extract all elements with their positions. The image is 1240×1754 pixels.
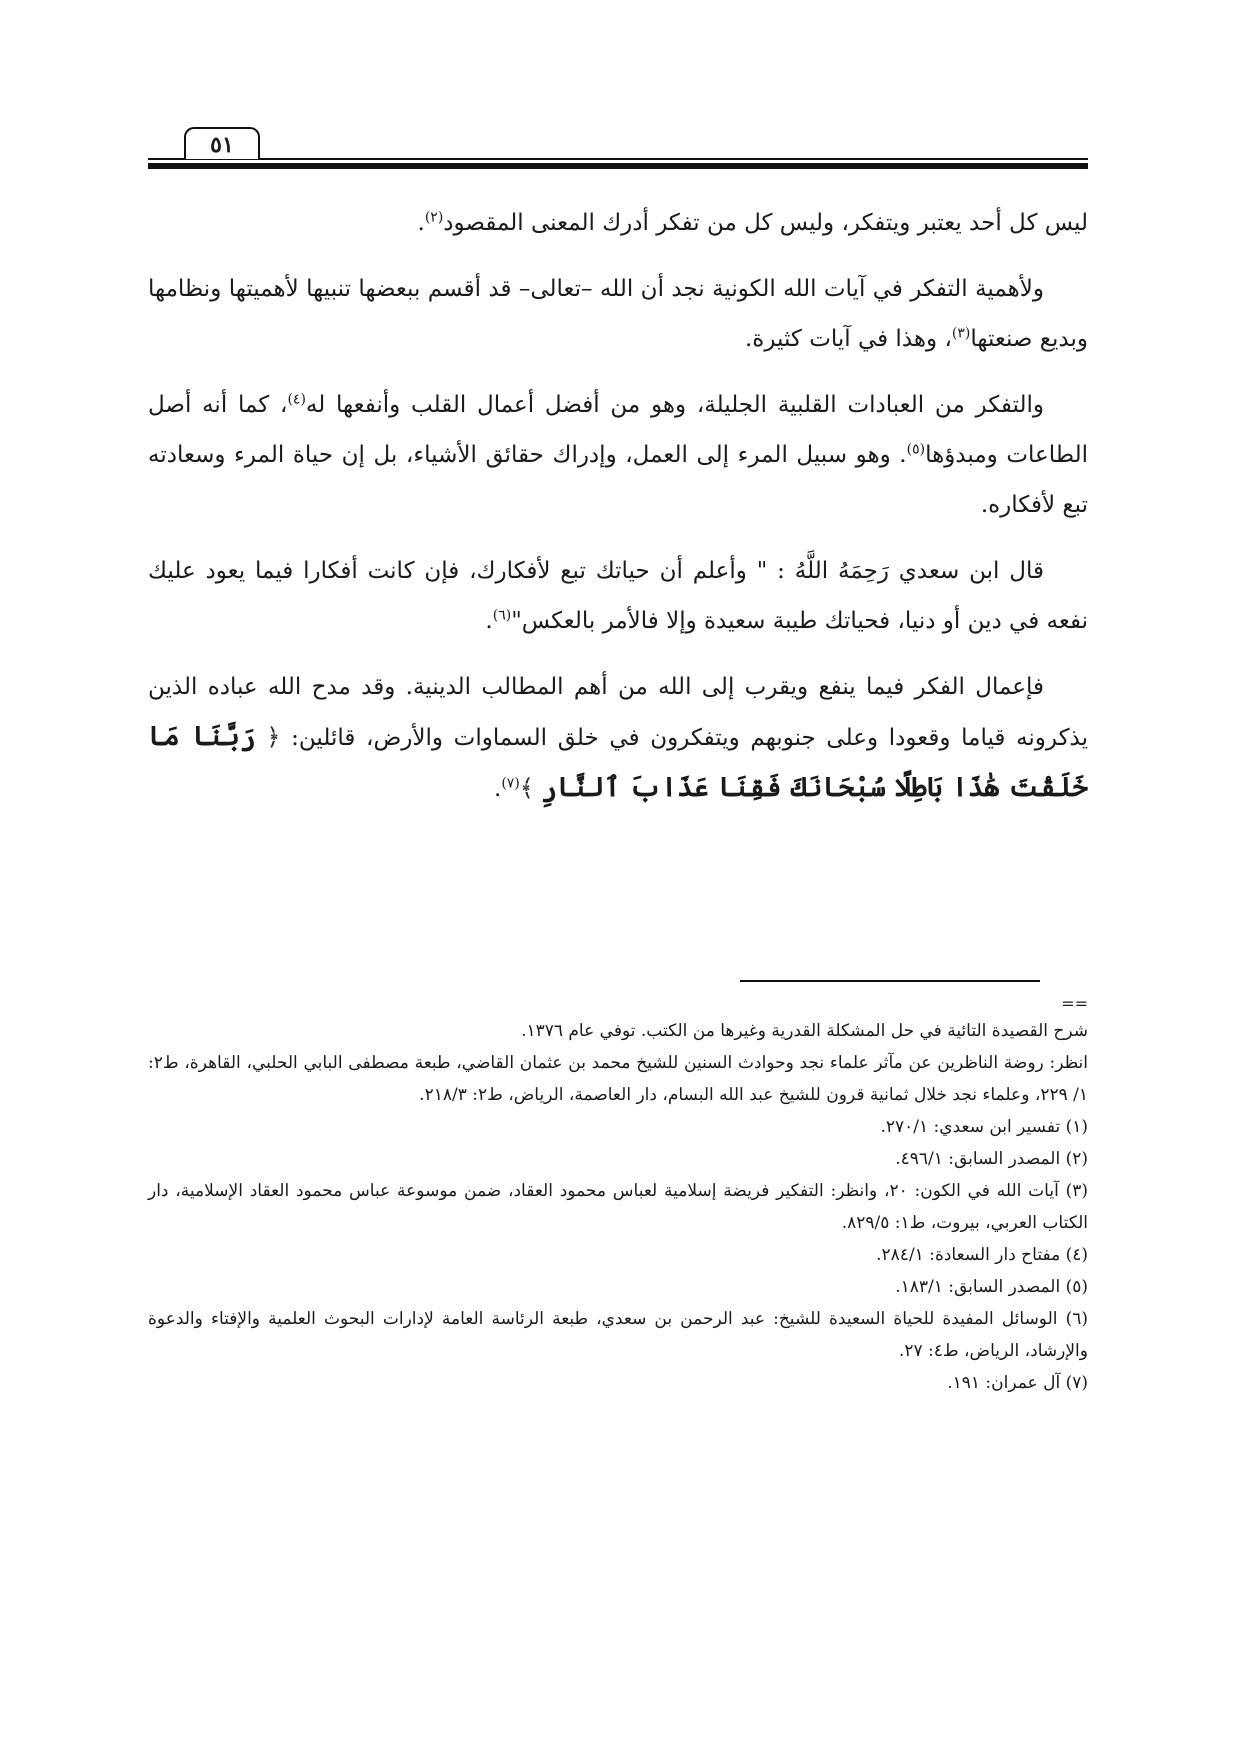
paragraph-1-end: .: [417, 210, 425, 236]
footnote-1: (١) تفسير ابن سعدي: ٢٧٠/١.: [880, 1117, 1088, 1137]
paragraph-4-text: قال ابن سعدي رَحِمَهُ اللَّهُ : " وأعلم أن حياتك تبع لأفكارك، فإن كانت أفكارا فيما يعود عليك نفعه في دين أو دنيا، فحياتك طيبة سعيدة وإلا فالأمر بالعكس": [148, 558, 1088, 634]
footnote-6: (٦) الوسائل المفيدة للحياة السعيدة للشيخ: عبد الرحمن بن سعدي، طبعة الرئاسة العامة لإدارات البحوث العلمية والإفتاء والدعوة والإرشاد، الرياض، ط٤: ٢٧.: [148, 1309, 1088, 1361]
paragraph-4-end: .: [485, 608, 493, 634]
paragraph-4: [148, 546, 1088, 646]
paragraph-5-end: .: [494, 776, 502, 802]
page-number: ٥١: [184, 127, 260, 159]
body-text: [148, 198, 1088, 830]
paragraph-2: [148, 264, 1088, 364]
footnote-ref-3: (٣): [951, 325, 971, 342]
footnote-ref-6: (٦): [492, 607, 512, 624]
quran-bracket-open-icon: ﴿: [266, 723, 281, 751]
header-rule-thick: [148, 163, 1088, 169]
footnote-ref-7: (٧): [501, 775, 520, 792]
paragraph-3-text-c: . وهو سبيل المرء إلى العمل، وإدراك حقائق الأشياء، بل إن حياة المرء وسعادته تبع لأفكاره.: [148, 442, 1088, 518]
footnote-ref-4: (٤): [287, 391, 306, 408]
footnote-ref-5: (٥): [906, 441, 926, 458]
quran-bracket-close-icon: ﴾: [519, 774, 534, 802]
footnote-continuation-1: شرح القصيدة التائية في حل المشكلة القدرية وغيرها من الكتب. توفي عام ١٣٧٦.: [521, 1021, 1088, 1041]
paragraph-1: [148, 198, 1088, 248]
footnote-5: (٥) المصدر السابق: ١٨٣/١.: [895, 1277, 1088, 1297]
footnote-ref-2: (٢): [424, 209, 444, 226]
paragraph-3-text-b: ، كما أنه أصل الطاعات ومبدؤها: [148, 392, 1088, 468]
footnote-3: (٣) آيات الله في الكون: ٢٠، وانظر: التفكير فريضة إسلامية لعباس محمود العقاد، ضمن موسوعة عباس محمود العقاد الإسلامية، دار الكتاب العربي، بيروت، ط١: ٨٢٩/٥.: [148, 1181, 1088, 1233]
header-rule-thin: [148, 158, 1088, 160]
quran-verse: رَبَّنَا مَا خَلَقْتَ هَٰذَا بَاطِلًا سُبْحَانَكَ فَقِنَا عَذَابَ ٱلنَّارِ: [148, 721, 1088, 803]
footnote-7: (٧) آل عمران: ١٩١.: [947, 1373, 1088, 1393]
paragraph-3: [148, 380, 1088, 530]
footnote-separator: [740, 980, 1040, 982]
footnote-4: (٤) مفتاح دار السعادة: ٢٨٤/١.: [876, 1245, 1088, 1265]
footnote-2: (٢) المصدر السابق: ٤٩٦/١.: [895, 1149, 1088, 1169]
paragraph-5: [148, 662, 1088, 814]
page-header: [148, 127, 1088, 167]
paragraph-2-text-a: ولأهمية التفكر في آيات الله الكونية نجد أن الله –تعالى– قد أقسم ببعضها تنبيها لأهميتها ونظامها وبديع صنعتها: [148, 276, 1088, 352]
footnotes: [148, 993, 1088, 1399]
paragraph-5-text: فإعمال الفكر فيما ينفع ويقرب إلى الله من أهم المطالب الدينية. وقد مدح الله عباده الذين يذكرونه قياما وقعودا وعلى جنوبهم ويتفكرون في خلق السماوات والأرض، قائلين:: [148, 674, 1089, 751]
continuation-marker: ==: [1061, 994, 1088, 1013]
paragraph-3-text-a: والتفكر من العبادات القلبية الجليلة، وهو من أفضل أعمال القلب وأنفعها له: [305, 392, 1044, 418]
footnote-continuation-2: انظر: روضة الناظرين عن مآثر علماء نجد وحوادث السنين للشيخ محمد بن عثمان القاضي، طبعة مصطفى البابي الحلبي، القاهرة، ط٢: ١/ ٢٢٩، وعلماء نجد خلال ثمانية قرون للشيخ عبد الله البسام، دار العاصمة، الرياض، ط٢: ٢١٨/٣.: [148, 1053, 1088, 1105]
paragraph-1-text: ليس كل أحد يعتبر ويتفكر، وليس كل من تفكر أدرك المعنى المقصود: [443, 210, 1088, 236]
paragraph-2-text-b: ، وهذا في آيات كثيرة.: [745, 326, 952, 352]
